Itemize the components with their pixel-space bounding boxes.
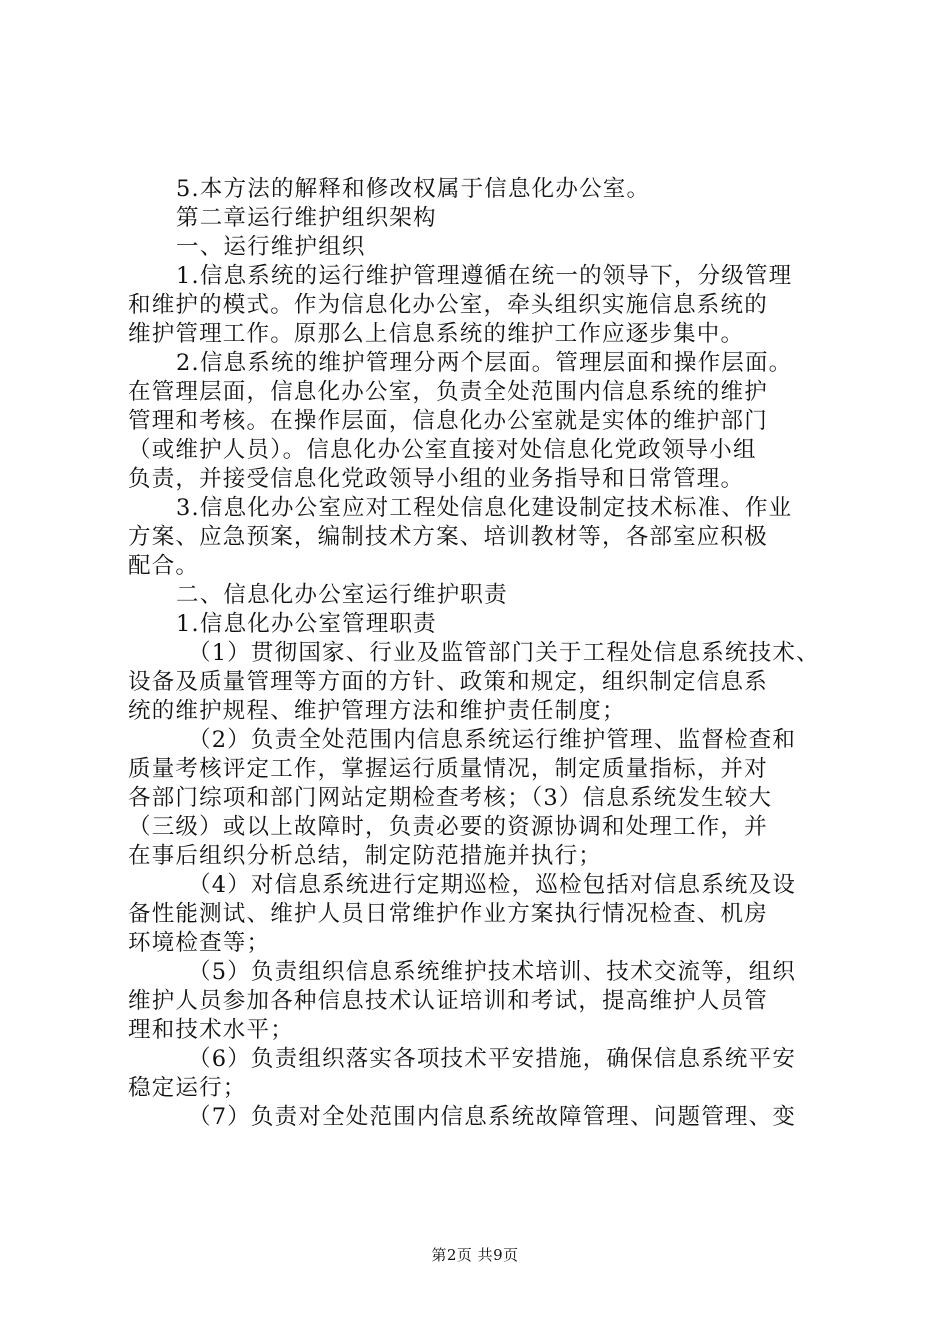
text-line: 负责，并接受信息化党政领导小组的业务指导和日常管理。 (128, 466, 745, 492)
text-line: 3.信息化办公室应对工程处信息化建设制定技术标准、作业 (176, 495, 793, 521)
text-line: 设备及质量管理等方面的方针、政策和规定，组织制定信息系 (128, 669, 768, 695)
text-line: 2.信息系统的维护管理分两个层面。管理层面和操作层面。 (176, 350, 793, 376)
text-line: 在事后组织分析总结，制定防范措施并执行； (128, 843, 603, 869)
subsection-heading: 1.信息化办公室管理职责 (176, 611, 437, 637)
text-line: （7）负责对全处范围内信息系统故障管理、问题管理、变 (188, 1104, 797, 1130)
text-line: 质量考核评定工作，掌握运行质量情况，制定质量指标，并对 (128, 756, 768, 782)
text-line: 1.信息系统的运行维护管理遵循在统一的领导下，分级管理 (176, 263, 793, 289)
text-line: （或维护人员）。信息化办公室直接对处信息化党政领导小组 (128, 437, 757, 463)
text-line: 管理和考核。在操作层面，信息化办公室就是实体的维护部门 (128, 408, 768, 434)
section-heading: 二、信息化办公室运行维护职责 (176, 582, 508, 608)
text-line: 维护管理工作。原那么上信息系统的维护工作应逐步集中。 (128, 321, 745, 347)
text-line: （6）负责组织落实各项技术平安措施，确保信息系统平安 (188, 1046, 797, 1072)
text-line: 维护人员参加各种信息技术认证培训和考试，提高维护人员管 (128, 988, 768, 1014)
text-line: 各部门综项和部门网站定期检查考核；（3）信息系统发生较大 (128, 785, 773, 811)
text-line: 配合。 (128, 553, 200, 579)
text-line: 在管理层面，信息化办公室，负责全处范围内信息系统的维护 (128, 379, 768, 405)
text-line: （4）对信息系统进行定期巡检，巡检包括对信息系统及设 (188, 872, 797, 898)
text-line: 方案、应急预案，编制技术方案、培训教材等，各部室应积极 (128, 524, 768, 550)
text-line: 和维护的模式。作为信息化办公室，牵头组织实施信息系统的 (128, 292, 768, 318)
text-line: 稳定运行； (128, 1075, 247, 1101)
chapter-heading: 第二章运行维护组织架构 (176, 205, 437, 231)
text-line: （5）负责组织信息系统维护技术培训、技术交流等，组织 (188, 959, 797, 985)
text-line: 备性能测试、维护人员日常维护作业方案执行情况检查、机房 (128, 901, 768, 927)
text-line: 环境检查等； (128, 930, 271, 956)
page-number-footer: 第2页 共9页 (431, 1246, 519, 1264)
text-line: （1）贯彻国家、行业及监管部门关于工程处信息系统技术、 (188, 640, 820, 666)
text-line: 统的维护规程、维护管理方法和维护责任制度； (128, 698, 626, 724)
text-line: 理和技术水平； (128, 1017, 294, 1043)
text-line: 5.本方法的解释和修改权属于信息化办公室。 (176, 176, 651, 202)
section-heading: 一、运行维护组织 (176, 234, 366, 260)
text-line: （2）负责全处范围内信息系统运行维护管理、监督检查和 (188, 727, 797, 753)
text-line: （三级）或以上故障时，负责必要的资源协调和处理工作，并 (128, 814, 768, 840)
document-body (128, 175, 828, 1132)
